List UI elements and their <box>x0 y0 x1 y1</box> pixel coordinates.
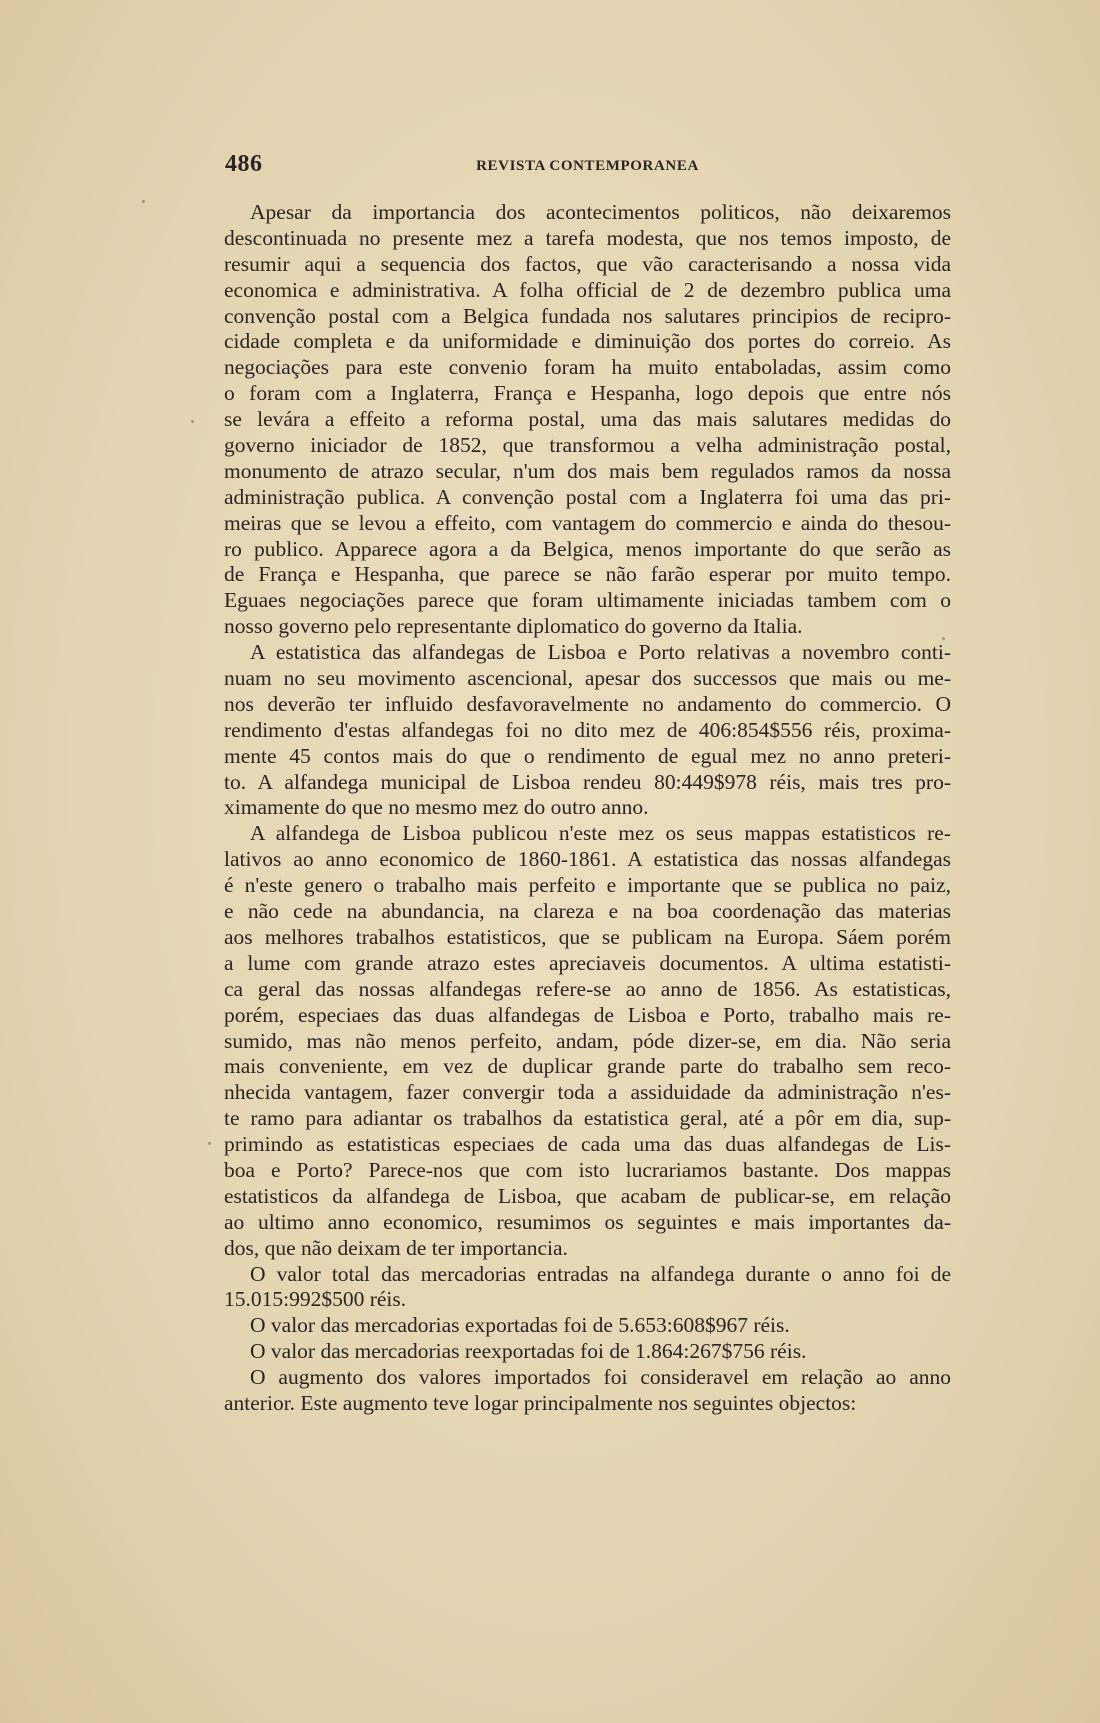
text-line: dos, que não deixam de ter importancia. <box>224 1235 568 1260</box>
text-line: de França e Hespanha, que parece se não farão esperar por muito tempo. <box>224 562 951 587</box>
running-title: REVISTA CONTEMPORANEA <box>476 158 699 174</box>
text-line: rendimento d'estas alfandegas foi no dito mez de 406:854$556 réis, proxima- <box>224 717 951 742</box>
text-line: boa e Porto? Parece-nos que com isto lucrariamos bastante. Dos mappas <box>224 1157 951 1182</box>
text-line: se levára a effeito a reforma postal, uma das mais salutares medidas do <box>224 407 951 432</box>
text-line: administração publica. A convenção postal com a Inglaterra foi uma das pri- <box>224 484 951 509</box>
text-line: ro publico. Apparece agora a da Belgica, menos importante do que serão as <box>224 536 951 561</box>
text-line: cidade completa e da uniformidade e diminuição dos portes do correio. As <box>224 329 951 354</box>
text-line: resumir aqui a sequencia dos factos, que vão caracterisando a nossa vida <box>224 251 951 276</box>
text-line: primindo as estatisticas especiaes de cada uma das duas alfandegas de Lis- <box>224 1132 951 1157</box>
text-line: estatisticos da alfandega de Lisboa, que acabam de publicar-se, em relação <box>224 1183 951 1208</box>
text-line: sumido, mas não menos perfeito, andam, póde dizer-se, em dia. Não seria <box>224 1028 951 1053</box>
text-line: to. A alfandega municipal de Lisboa rendeu 80:449$978 réis, mais tres pro- <box>224 769 951 794</box>
text-line: O valor das mercadorias exportadas foi de 5.653:608$967 réis. <box>250 1313 790 1338</box>
text-line: o foram com a Inglaterra, França e Hespanha, logo depois que entre nós <box>224 381 951 406</box>
text-line: aos melhores trabalhos estatisticos, que se publicam na Europa. Sáem porém <box>224 924 951 949</box>
text-line: nos deverão ter influido desfavoravelmente no andamento do commercio. O <box>224 691 951 716</box>
text-line: porém, especiaes das duas alfandegas de Lisboa e Porto, trabalho mais re- <box>224 1002 951 1027</box>
text-line: 15.015:992$500 réis. <box>224 1287 407 1312</box>
text-line: meiras que se levou a effeito, com vantagem do commercio e ainda do thesou- <box>224 510 951 535</box>
text-line: O valor das mercadorias reexportadas foi de 1.864:267$756 réis. <box>250 1339 807 1364</box>
text-line: A estatistica das alfandegas de Lisboa e Porto relativas a novembro conti- <box>250 640 951 665</box>
text-line: ao ultimo anno economico, resumimos os seguintes e mais importantes da- <box>224 1209 951 1234</box>
text-line: convenção postal com a Belgica fundada nos salutares principios de recipro- <box>224 303 951 328</box>
text-line: O augmento dos valores importados foi consideravel em relação ao anno <box>250 1365 951 1390</box>
paper-blemish <box>191 420 194 423</box>
text-line: negociações para este convenio foram ha muito entaboladas, assim como <box>224 355 951 380</box>
text-line: lativos ao anno economico de 1860-1861. A estatistica das nossas alfandegas <box>224 847 951 872</box>
text-line: economica e administrativa. A folha official de 2 de dezembro publica uma <box>224 277 951 302</box>
text-line: ximamente do que no mesmo mez do outro anno. <box>224 795 649 820</box>
text-line: te ramo para adiantar os trabalhos da estatistica geral, até a pôr em dia, sup- <box>224 1106 951 1131</box>
text-line: anterior. Este augmento teve logar principalmente nos seguintes objectos: <box>224 1390 857 1415</box>
text-line: descontinuada no presente mez a tarefa modesta, que nos temos imposto, de <box>224 225 951 250</box>
paper-blemish <box>142 200 145 203</box>
article-body <box>224 200 951 1417</box>
text-line: A alfandega de Lisboa publicou n'este mez os seus mappas estatisticos re- <box>250 821 951 846</box>
text-line: O valor total das mercadorias entradas na alfandega durante o anno foi de <box>250 1261 951 1286</box>
paper-blemish <box>942 637 945 640</box>
text-line: Eguaes negociações parece que foram ultimamente iniciadas tambem com o <box>224 588 951 613</box>
text-line: é n'este genero o trabalho mais perfeito e importante que se publica no paiz, <box>224 873 951 898</box>
text-line: mente 45 contos mais do que o rendimento de egual mez no anno preteri- <box>224 743 951 768</box>
text-line: governo iniciador de 1852, que transformou a velha administração postal, <box>224 433 951 458</box>
text-line: e não cede na abundancia, na clareza e na boa coordenação das materias <box>224 899 951 924</box>
text-line: nhecida vantagem, fazer convergir toda a assiduidade da administração n'es- <box>224 1080 951 1105</box>
text-line: Apesar da importancia dos acontecimentos politicos, não deixaremos <box>250 200 951 224</box>
text-line: nosso governo pelo representante diplomatico do governo da Italia. <box>224 614 803 639</box>
text-line: a lume com grande atrazo estes apreciaveis documentos. A ultima estatisti- <box>224 950 951 975</box>
page-header <box>225 151 950 181</box>
text-line: mais conveniente, em vez de duplicar grande parte do trabalho sem reco- <box>224 1054 951 1079</box>
paper-blemish <box>208 1142 211 1145</box>
text-line: ca geral das nossas alfandegas refere-se ao anno de 1856. As estatisticas, <box>224 976 951 1001</box>
page-number: 486 <box>225 151 263 177</box>
text-line: nuam no seu movimento ascencional, apesar dos successos que mais ou me- <box>224 666 951 691</box>
text-line: monumento de atrazo secular, n'um dos mais bem regulados ramos da nossa <box>224 458 951 483</box>
